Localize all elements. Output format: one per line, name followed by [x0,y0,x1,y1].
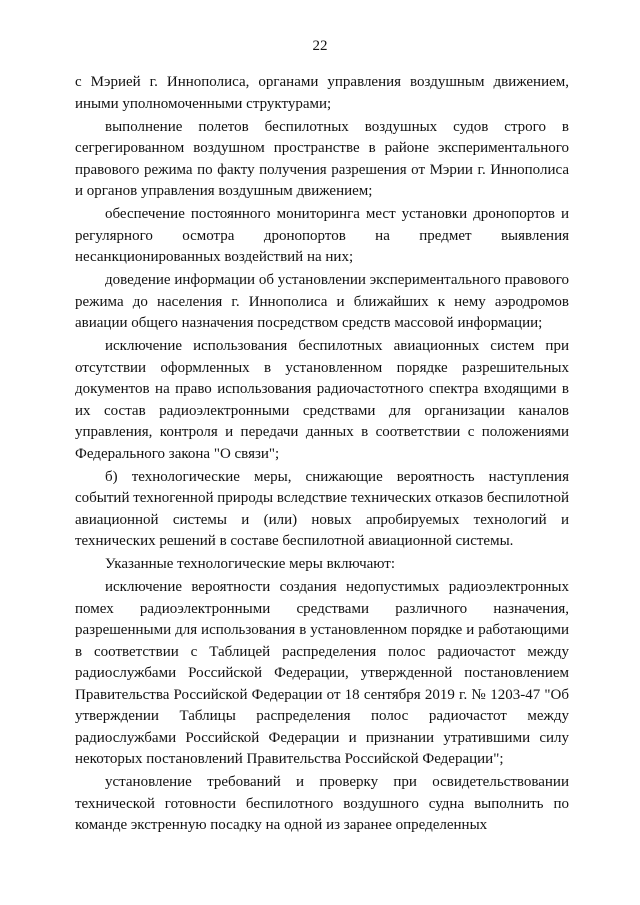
document-body [75,72,569,838]
paragraph-information-notice: доведение информации об установлении экспериментального правового режима до населения г. Иннополиса и ближайших к нему аэродромов авиации общего назначения посредством средств массовой информации; [75,272,569,331]
paragraph-technological-measures: б) технологические меры, снижающие вероятность наступления событий техногенной природы вследствие технических отказов беспилотной авиационной системы и (или) новых апробируемых технологий и технических решений в составе беспилотной авиационной системы. [75,468,569,549]
paragraph-radio-spectrum: исключение использования беспилотных авиационных систем при отсутствии оформленных в установленном порядке разрешительных документов на право использования радиочастотного спектра входящими в их состав радиоэлектронными средствами для организации каналов управления, контроля и передачи данных в соответствии с положениями Федерального закона "О связи"; [75,338,569,462]
page-number: 22 [312,38,328,54]
paragraph-radio-interference: исключение вероятности создания недопустимых радиоэлектронных помех радиоэлектронными средствами различного назначения, разрешенными для использования в установленном порядке и работающими в соответствии с Таблицей распределения полос радиочастот между радиослужбами Российской Федерации, утвержденной постановлением Правительства Российской Федерации от 18 сентября 2019 г. № 1203-47 "Об утверждении Таблицы распределения полос радиочастот между радиослужбами Российской Федерации и признании утратившими силу некоторых постановлений Правительства Российской Федерации"; [75,579,569,767]
paragraph-droneport-monitoring: обеспечение постоянного мониторинга мест установки дронопортов и регулярного осмотра дронопортов на предмет выявления несанкционированных воздействий на них; [75,206,569,265]
paragraph-continuation: с Мэрией г. Иннополиса, органами управления воздушным движением, иными уполномоченными структурами; [75,74,569,112]
paragraph-emergency-landing: установление требований и проверку при освидетельствовании технической готовности беспилотного воздушного судна выполнить по команде экстренную посадку на одной из заранее определенных [75,774,569,833]
paragraph-flight-execution: выполнение полетов беспилотных воздушных судов строго в сегрегированном воздушном пространстве в районе экспериментального правового режима по факту получения разрешения от Мэрии г. Иннополиса и органов управления воздушным движением; [75,118,569,199]
paragraph-measures-include: Указанные технологические меры включают: [105,556,396,572]
